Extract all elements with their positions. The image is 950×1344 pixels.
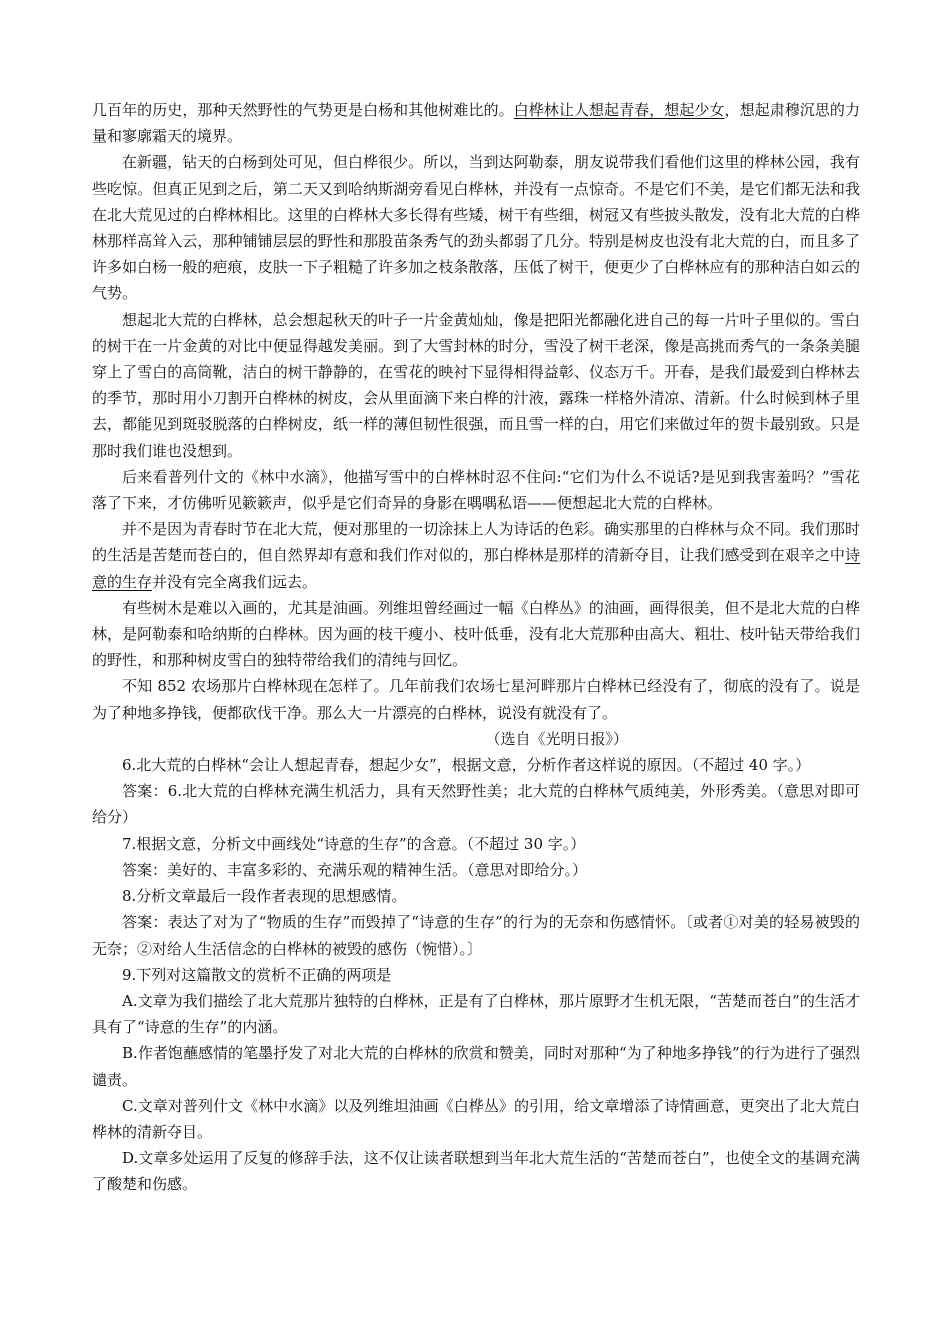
answer-6: 答案：6.北大荒的白桦林充满生机活力，具有天然野性美；北大荒的白桦林气质纯美，外形秀美。（意思对即可给分） xyxy=(92,782,860,827)
source-citation: （选自《光明日报》） xyxy=(485,729,628,748)
answer-7: 答案：美好的、丰富多彩的、充满乐观的精神生活。（意思对即给分。） xyxy=(122,860,588,879)
paragraph-0-text-c: ，想起肃穆沉思的力量和寥廓霜天的境界。 xyxy=(92,101,860,146)
paragraph-2: 想起北大荒的白桦林，总会想起秋天的叶子一片金黄灿灿，像是把阳光都融化进自己的每一片叶子里似的。雪白的树干在一片金黄的对比中便显得越发美丽。到了大雪封林的时分，雪没了树干老深，像是高挑而秀气的一条条美腿穿上了雪白的高筒靴，洁白的树干静静的，在雪花的映衬下显得相得益彰、仪态万千。开春，是我们最爱到白桦林去的季节，那时用小刀割开白桦林的树皮，会从里面滴下来白桦的汁液，露珠一样格外清凉、清新。什么时候到林子里去，都能见到斑驳脱落的白桦树皮，纸一样的薄但韧性很强，而且雪一样的白，用它们来做过年的贺卡最别致。只是那时我们谁也没想到。 xyxy=(92,310,860,460)
question-9: 9.下列对这篇散文的赏析不正确的两项是 xyxy=(122,965,392,984)
paragraph-0-text-a: 几百年的历史，那种天然野性的气势更是白杨和其他树难比的。 xyxy=(92,101,514,119)
question-6: 6.北大荒的白桦林“会让人想起青春，想起少女”，根据文意，分析作者这样说的原因。（不超过 40 字。） xyxy=(122,756,811,775)
paragraph-5: 有些树木是难以入画的，尤其是油画。列维坦曾经画过一幅《白桦丛》的油画，画得很美，但不是北大荒的白桦林，是阿勒泰和哈纳斯的白桦林。因为画的枝干瘦小、枝叶低垂，没有北大荒那种由高大、粗壮、枝叶钻天带给我们的野性，和那种树皮雪白的独特带给我们的清纯与回忆。 xyxy=(92,598,860,670)
option-a: A.文章为我们描绘了北大荒那片独特的白桦林，正是有了白桦林，那片原野才生机无限，“苦楚而苍白”的生活才具有了“诗意的生存”的内涵。 xyxy=(92,991,860,1037)
paragraph-0 xyxy=(92,97,860,149)
paragraph-6: 不知 852 农场那片白桦林现在怎样了。几年前我们农场七星河畔那片白桦林已经没有了，彻底的没有了。说是为了种地多挣钱，便都砍伐干净。那么大一片漂亮的白桦林，说没有就没有了。 xyxy=(92,677,860,722)
paragraph-1: 在新疆，钻天的白杨到处可见，但白桦很少。所以，当到达阿勒泰，朋友说带我们看他们这里的桦林公园，我有些吃惊。但真正见到之后，第二天又到哈纳斯湖旁看见白桦林，并没有一点惊奇。不是它们不美，是它们都无法和我在北大荒见过的白桦林相比。这里的白桦林大多长得有些矮，树干有些细，树冠又有些披头散发，没有北大荒的白桦林那样高耸入云，那种铺铺层层的野性和那股苗条秀气的劲头都弱了几分。特别是树皮也没有北大荒的白，而且多了许多如白杨一般的疤痕，皮肤一下子粗糙了许多加之枝条散落，压低了树干，便更少了白桦林应有的那种洁白如云的气势。 xyxy=(92,153,860,303)
question-7: 7.根据文意，分析文中画线处“诗意的生存”的含意。（不超过 30 字。） xyxy=(122,834,586,853)
paragraph-4-text-c: 并没有完全离我们远去。 xyxy=(152,572,318,591)
option-d: D.文章多处运用了反复的修辞手法，这不仅让读者联想到当年北大荒生活的“苦楚而苍白”，也使全文的基调充满了酸楚和伤感。 xyxy=(92,1149,860,1194)
paragraph-4 xyxy=(92,516,860,595)
question-8: 8.分析文章最后一段作者表现的思想感情。 xyxy=(122,887,407,906)
answer-8: 答案：表达了对为了“物质的生存”而毁掉了“诗意的生存”的行为的无奈和伤感情怀。〔或者①对美的轻易被毁的无奈；②对给人生活信念的白桦林的被毁的感伤（惋惜）。〕 xyxy=(92,913,860,958)
paragraph-3: 后来看普列什文的《林中水滴》，他描写雪中的白桦林时忍不住问:“它们为什么不说话?是见到我害羞吗？”雪花落了下来，才仿佛听见簌簌声，似乎是它们奇异的身影在喁喁私语——便想起北大荒的白桦林。 xyxy=(92,467,860,513)
underlined-phrase-youth: 白桦林让人想起青春，想起少女 xyxy=(513,101,725,119)
option-b: B.作者饱蘸感情的笔墨抒发了对北大荒的白桦林的欣赏和赞美，同时对那种“为了种地多挣钱”的行为进行了强烈谴责。 xyxy=(92,1044,860,1089)
paragraph-4-text-a: 并不是因为青春时节在北大荒，便对那里的一切涂抹上人为诗话的色彩。确实那里的白桦林与众不同。我们那时的生活是苦楚而苍白的，但自然界却有意和我们作对似的，那白桦林是那样的清新夺目，让我们感受到在艰辛之中 xyxy=(92,520,860,565)
underlined-phrase-poetic-existence: 诗意的生存 xyxy=(92,546,860,591)
option-c: C.文章对普列什文《林中水滴》以及列维坦油画《白桦丛》的引用，给文章增添了诗情画意，更突出了北大荒白桦林的清新夺目。 xyxy=(92,1096,860,1141)
